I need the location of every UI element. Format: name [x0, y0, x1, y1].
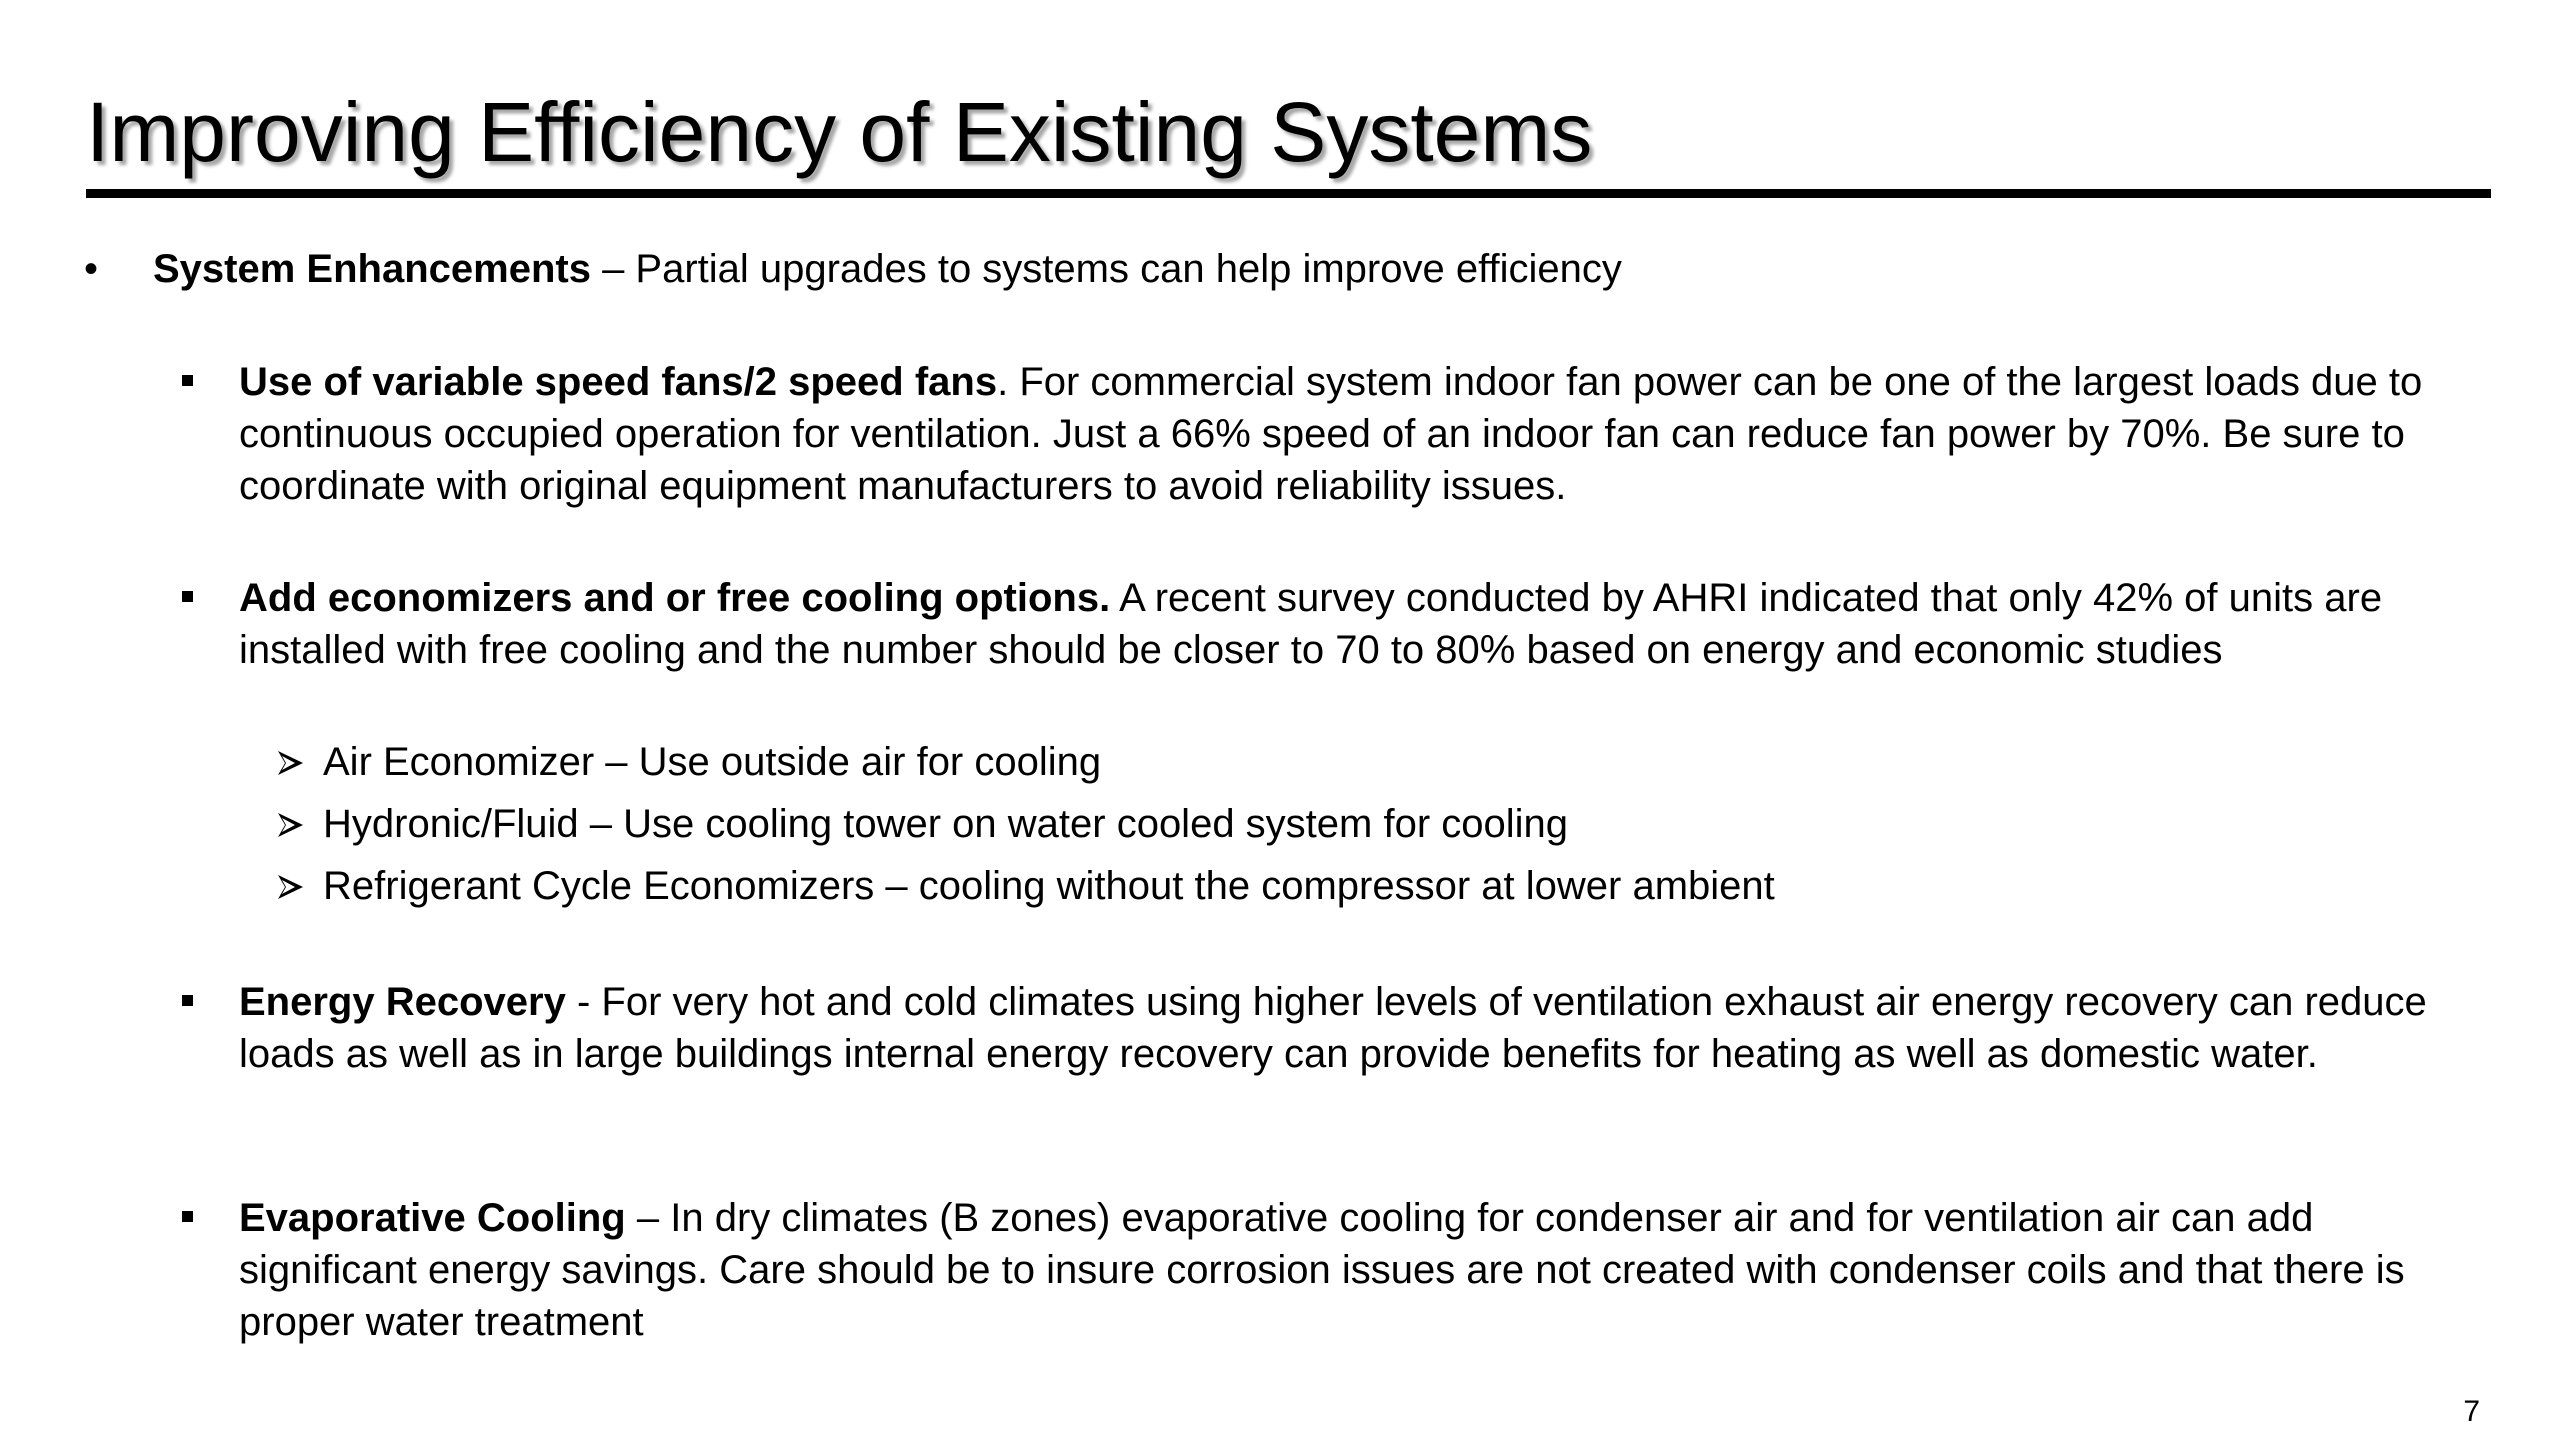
item-rest: . For commercial system indoor fan power can be one of the largest loads due to continuous occupied operation for ventilation. Just a 66% speed of an indoor fan can reduce fan power by 70%. Be sure to coordinate with original equipment manufacturers to avoid reliability issues.	[239, 360, 2423, 508]
subitem-text: Refrigerant Cycle Economizers – cooling without the compressor at lower ambient	[323, 864, 1775, 908]
subitem-text: Air Economizer – Use outside air for cooling	[323, 740, 1102, 784]
item-rest: – In dry climates (B zones) evaporative cooling for condenser air and for ventilation air can add significant energy savings. Care should be to insure corrosion issues are not created with condenser coils and that there is proper water treatment	[239, 1196, 2405, 1344]
arrow-bullet-icon	[276, 874, 304, 900]
bullet-rest: – Partial upgrades to systems can help improve efficiency	[590, 247, 1622, 291]
item-rest: A recent survey conducted by AHRI indicated that only 42% of units are installed with free cooling and the number should be closer to 70 to 80% based on energy and economic studies	[239, 576, 2383, 672]
round-bullet-icon: •	[84, 247, 99, 291]
item-paragraph	[239, 976, 2489, 1080]
item-paragraph	[239, 356, 2489, 512]
page-number: 7	[2463, 1395, 2480, 1428]
item-paragraph	[239, 1192, 2489, 1348]
item-rest: - For very hot and cold climates using higher levels of ventilation exhaust air energy recovery can reduce loads as well as in large buildings internal energy recovery can provide benefits for heating as well as domestic water.	[239, 980, 2427, 1076]
arrow-bullet-icon	[276, 812, 304, 838]
square-bullet-icon	[182, 1211, 193, 1222]
square-bullet-icon	[182, 591, 193, 602]
slide-title: Improving Efficiency of Existing Systems	[86, 85, 1593, 179]
arrow-bullet-icon	[276, 750, 304, 776]
item-bold-lead: Energy Recovery	[239, 980, 566, 1024]
item-bold-lead: Use of variable speed fans/2 speed fans	[239, 360, 998, 404]
title-underline	[86, 189, 2491, 198]
bullet-text	[153, 243, 1622, 295]
square-bullet-icon	[182, 375, 193, 386]
square-bullet-icon	[182, 995, 193, 1006]
bullet-bold-lead: System Enhancements	[153, 247, 591, 291]
subitem-text: Hydronic/Fluid – Use cooling tower on water cooled system for cooling	[323, 802, 1569, 846]
item-paragraph	[239, 572, 2489, 676]
item-bold-lead: Evaporative Cooling	[239, 1196, 626, 1240]
item-bold-lead: Add economizers and or free cooling options.	[239, 576, 1111, 620]
